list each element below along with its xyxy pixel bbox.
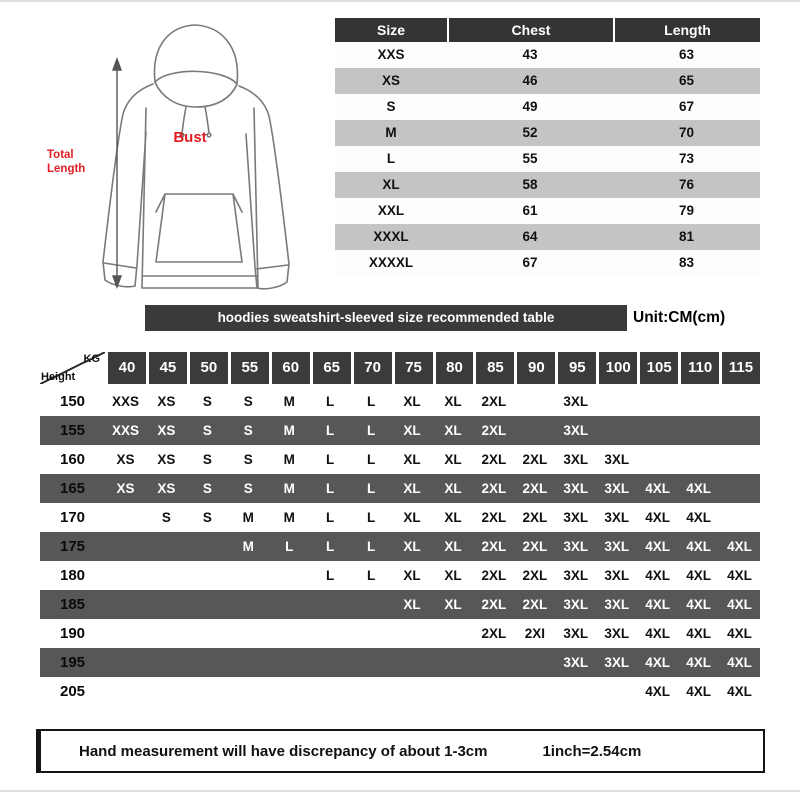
weight-header-cell: 80 — [433, 352, 474, 384]
matrix-cell: 4XL — [645, 568, 671, 583]
matrix-cell: 4XL — [645, 684, 671, 699]
matrix-cell: 4XL — [727, 568, 752, 583]
size-table-row — [335, 146, 760, 172]
matrix-cell: S — [243, 423, 253, 438]
matrix-cell: XL — [444, 452, 462, 467]
height-cell: 205 — [59, 683, 86, 700]
matrix-cell: XS — [157, 481, 176, 496]
matrix-cell: XL — [444, 568, 462, 583]
length-cell: 70 — [678, 125, 695, 140]
matrix-cell: 3XL — [604, 481, 630, 496]
matrix-cell: L — [366, 568, 376, 583]
matrix-cell: 4XL — [686, 481, 711, 496]
matrix-cell: 4XL — [727, 539, 752, 554]
matrix-cell: 3XL — [604, 510, 630, 525]
matrix-cell: M — [283, 452, 295, 467]
matrix-cell: 2XL — [481, 539, 507, 554]
matrix-cell: M — [283, 510, 295, 525]
corner-height-label: Height — [41, 371, 76, 383]
matrix-cell: 2XL — [481, 452, 507, 467]
height-cell: 150 — [59, 393, 86, 410]
matrix-cell: XL — [444, 539, 462, 554]
matrix-cell: 3XL — [563, 539, 589, 554]
matrix-cell: XL — [403, 481, 421, 496]
matrix-cell: XL — [444, 423, 462, 438]
matrix-cell: XL — [403, 394, 421, 409]
matrix-cell: L — [366, 481, 376, 496]
matrix-cell: L — [366, 423, 376, 438]
matrix-header-row — [40, 352, 760, 384]
matrix-cell: XS — [157, 452, 176, 467]
matrix-cell: 2XL — [481, 481, 507, 496]
matrix-cell: 3XL — [563, 423, 589, 438]
size-table-header — [335, 18, 760, 42]
height-weight-matrix — [40, 352, 760, 706]
matrix-cell: L — [366, 452, 376, 467]
matrix-cell: 4XL — [645, 510, 671, 525]
matrix-cell: S — [243, 394, 253, 409]
matrix-cell: 2XL — [522, 597, 548, 612]
size-cell: M — [385, 125, 397, 140]
matrix-cell: 2XL — [522, 510, 548, 525]
length-cell: 63 — [678, 47, 695, 62]
height-cell: 160 — [59, 451, 86, 468]
matrix-cell: S — [161, 510, 171, 525]
matrix-row — [40, 590, 760, 619]
matrix-cell: 4XL — [686, 568, 711, 583]
matrix-cell: L — [326, 539, 335, 554]
matrix-cell: 2XL — [481, 626, 507, 641]
size-table-row — [335, 172, 760, 198]
matrix-cell: 3XL — [604, 568, 630, 583]
matrix-cell: XL — [444, 597, 462, 612]
matrix-cell: 4XL — [645, 597, 671, 612]
kangaroo-pocket — [156, 194, 242, 262]
matrix-cell: 3XL — [563, 510, 589, 525]
size-table-row — [335, 224, 760, 250]
measurement-note: Hand measurement will have discrepancy of about 1-3cm — [79, 742, 488, 760]
length-cell: 67 — [678, 99, 695, 114]
matrix-cell: 4XL — [686, 626, 711, 641]
matrix-cell: 2XL — [522, 452, 548, 467]
height-cell: 195 — [59, 654, 86, 671]
matrix-cell: L — [326, 394, 335, 409]
chest-cell: 67 — [522, 255, 538, 270]
length-cell: 81 — [678, 229, 695, 244]
matrix-cell: 3XL — [563, 597, 589, 612]
matrix-cell: XL — [403, 510, 421, 525]
chest-cell: 55 — [522, 151, 538, 166]
matrix-cell: 3XL — [563, 394, 589, 409]
chest-cell: 52 — [522, 125, 538, 140]
matrix-cell: L — [326, 423, 335, 438]
hoodie-measurement-diagram — [15, 12, 335, 304]
length-cell: 76 — [678, 177, 695, 192]
matrix-cell: 3XL — [563, 481, 589, 496]
matrix-cell: 3XL — [604, 597, 630, 612]
matrix-cell: 4XL — [686, 539, 711, 554]
matrix-cell: 3XL — [604, 626, 630, 641]
weight-header-cell: 105 — [637, 352, 678, 384]
matrix-cell: L — [366, 394, 376, 409]
matrix-cell: 2XI — [524, 626, 545, 641]
matrix-cell: M — [283, 481, 295, 496]
matrix-cell: 4XL — [727, 684, 752, 699]
matrix-cell: 4XL — [645, 481, 671, 496]
matrix-cell: M — [283, 423, 295, 438]
weight-header-cell: 55 — [228, 352, 269, 384]
matrix-cell: XXS — [111, 423, 139, 438]
page-bottom-edge — [0, 790, 800, 792]
matrix-cell: S — [243, 452, 253, 467]
matrix-cell: XS — [157, 394, 176, 409]
chest-cell: 46 — [522, 73, 538, 88]
matrix-cell: 4XL — [645, 626, 671, 641]
size-cell: XL — [382, 177, 400, 192]
size-table-row — [335, 68, 760, 94]
length-cell: 79 — [678, 203, 695, 218]
corner-kg-label: KG — [83, 353, 100, 365]
matrix-cell: 2XL — [481, 423, 507, 438]
height-cell: 155 — [59, 422, 86, 439]
size-cell: L — [386, 151, 396, 166]
matrix-cell: L — [326, 510, 335, 525]
hood-opening — [155, 71, 237, 107]
matrix-cell: M — [242, 510, 254, 525]
size-cell: XXXXL — [368, 255, 414, 270]
chest-cell: 43 — [522, 47, 538, 62]
matrix-cell: XL — [403, 452, 421, 467]
weight-header-cell: 60 — [269, 352, 310, 384]
inch-conversion: 1inch=2.54cm — [542, 742, 642, 760]
hoodie-drawing — [15, 12, 335, 304]
cuff-lines — [104, 263, 288, 269]
right-sleeve — [239, 86, 289, 289]
matrix-cell: 2XL — [481, 568, 507, 583]
chest-column-header: Chest — [447, 18, 613, 42]
chest-cell: 64 — [522, 229, 538, 244]
matrix-corner-cell — [40, 352, 105, 384]
size-table-row — [335, 120, 760, 146]
matrix-row — [40, 474, 760, 503]
matrix-cell: XL — [403, 597, 421, 612]
height-cell: 170 — [59, 509, 86, 526]
weight-header-cell: 50 — [187, 352, 228, 384]
matrix-cell: XL — [444, 394, 462, 409]
height-cell: 180 — [59, 567, 86, 584]
matrix-cell: XS — [157, 423, 176, 438]
length-cell: 83 — [678, 255, 695, 270]
length-column-header: Length — [613, 18, 760, 42]
matrix-cell: M — [283, 394, 295, 409]
matrix-cell: 3XL — [563, 452, 589, 467]
size-table-row — [335, 94, 760, 120]
chest-cell: 61 — [522, 203, 538, 218]
weight-header-cell: 100 — [596, 352, 637, 384]
weight-header-cell: 90 — [514, 352, 555, 384]
matrix-row — [40, 619, 760, 648]
matrix-cell: S — [202, 394, 212, 409]
matrix-row — [40, 445, 760, 474]
matrix-row — [40, 677, 760, 706]
weight-header-cell: 110 — [678, 352, 719, 384]
chest-cell: 49 — [522, 99, 538, 114]
matrix-cell: 3XL — [604, 539, 630, 554]
matrix-cell: 2XL — [481, 510, 507, 525]
size-table-row — [335, 198, 760, 224]
matrix-cell: S — [202, 423, 212, 438]
matrix-cell: L — [326, 568, 335, 583]
matrix-cell: XL — [403, 539, 421, 554]
matrix-cell: S — [202, 452, 212, 467]
matrix-cell: XXS — [111, 394, 139, 409]
matrix-cell: XL — [403, 568, 421, 583]
matrix-cell: L — [285, 539, 294, 554]
size-cell: XXXL — [373, 229, 409, 244]
matrix-cell: S — [202, 481, 212, 496]
matrix-cell: 4XL — [686, 655, 711, 670]
matrix-cell: XS — [116, 452, 135, 467]
matrix-cell: 3XL — [563, 568, 589, 583]
matrix-cell: 3XL — [604, 655, 630, 670]
height-cell: 165 — [59, 480, 86, 497]
matrix-cell: XL — [444, 510, 462, 525]
height-cell: 185 — [59, 596, 86, 613]
matrix-cell: 4XL — [727, 655, 752, 670]
measurement-note-box — [36, 729, 765, 773]
matrix-cell: 3XL — [604, 452, 630, 467]
height-cell: 190 — [59, 625, 86, 642]
weight-header-cell: 65 — [310, 352, 351, 384]
matrix-row — [40, 532, 760, 561]
matrix-cell: 2XL — [522, 481, 548, 496]
matrix-cell: XL — [444, 481, 462, 496]
weight-header-cell: 70 — [351, 352, 392, 384]
page-top-edge — [0, 0, 800, 2]
matrix-cell: L — [326, 481, 335, 496]
matrix-cell: M — [242, 539, 254, 554]
size-cell: XS — [381, 73, 400, 88]
matrix-cell: 2XL — [522, 539, 548, 554]
weight-header-cell: 40 — [105, 352, 146, 384]
matrix-cell: 4XL — [727, 597, 752, 612]
matrix-cell: L — [326, 452, 335, 467]
recommend-table-banner: hoodies sweatshirt-sleeved size recommended table — [145, 305, 627, 331]
size-column-header: Size — [335, 18, 447, 42]
matrix-row — [40, 503, 760, 532]
matrix-cell: L — [366, 539, 376, 554]
matrix-cell: S — [202, 510, 212, 525]
matrix-cell: S — [243, 481, 253, 496]
matrix-cell: 3XL — [563, 655, 589, 670]
weight-header-cell: 45 — [146, 352, 187, 384]
matrix-cell: 4XL — [686, 684, 711, 699]
weight-header-cell: 85 — [473, 352, 514, 384]
size-cell: S — [386, 99, 396, 114]
matrix-cell: 4XL — [686, 510, 711, 525]
matrix-row — [40, 416, 760, 445]
matrix-cell: 3XL — [563, 626, 589, 641]
chest-cell: 58 — [522, 177, 538, 192]
matrix-cell: 4XL — [686, 597, 711, 612]
size-table-row — [335, 42, 760, 68]
matrix-cell: 2XL — [522, 568, 548, 583]
matrix-cell: 4XL — [727, 626, 752, 641]
size-cell: XXL — [377, 203, 405, 218]
bust-label: Bust — [173, 129, 207, 146]
matrix-cell: 2XL — [481, 597, 507, 612]
total-length-label-line1: Total — [47, 149, 74, 161]
height-cell: 175 — [59, 538, 86, 555]
matrix-cell: L — [366, 510, 376, 525]
matrix-row — [40, 648, 760, 677]
matrix-row — [40, 561, 760, 590]
size-table-row — [335, 250, 760, 276]
matrix-row — [40, 387, 760, 416]
matrix-cell: XL — [403, 423, 421, 438]
size-cell: XXS — [377, 47, 405, 62]
size-table — [335, 18, 760, 276]
unit-label: Unit:CM(cm) — [633, 309, 726, 326]
matrix-cell: 4XL — [645, 539, 671, 554]
matrix-cell: 4XL — [645, 655, 671, 670]
weight-header-cell: 115 — [719, 352, 760, 384]
weight-header-cell: 95 — [555, 352, 596, 384]
length-cell: 65 — [678, 73, 695, 88]
matrix-cell: XS — [116, 481, 135, 496]
matrix-body — [40, 387, 760, 706]
size-table-body — [335, 42, 760, 276]
total-length-label-line2: Length — [47, 163, 86, 175]
length-cell: 73 — [678, 151, 695, 166]
weight-header-cell: 75 — [392, 352, 433, 384]
matrix-cell: 2XL — [481, 394, 507, 409]
